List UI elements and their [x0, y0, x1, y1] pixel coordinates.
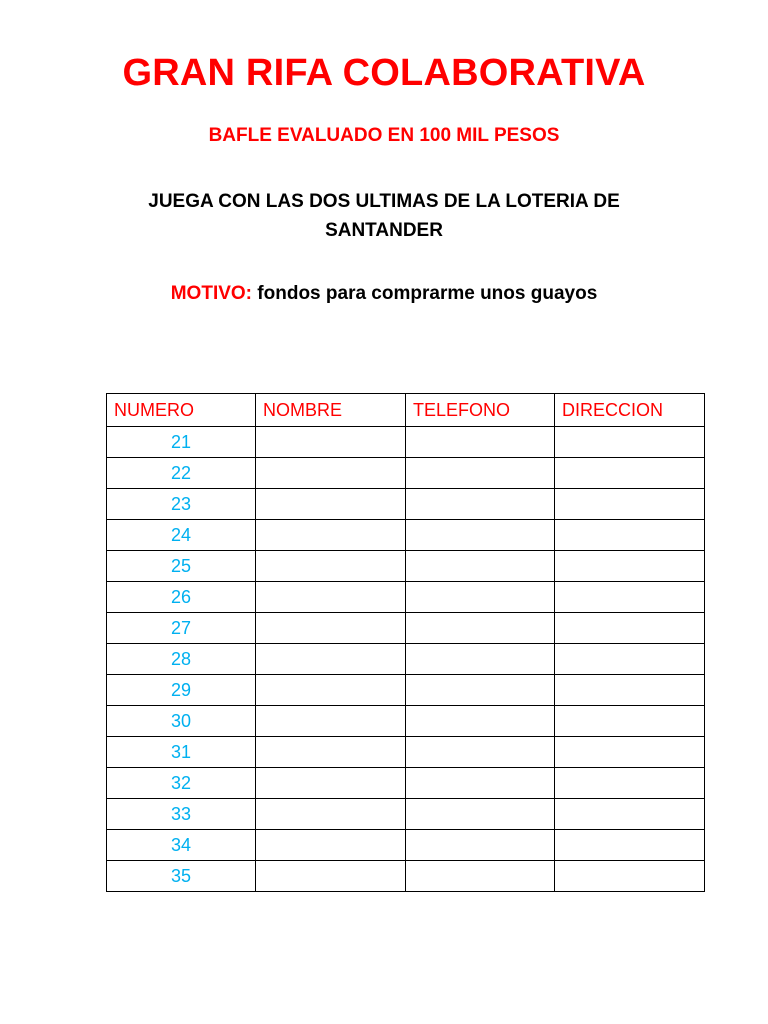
- cell-telefono: [406, 520, 555, 551]
- cell-numero: 34: [107, 830, 256, 861]
- cell-direccion: [555, 427, 705, 458]
- cell-nombre: [256, 861, 406, 892]
- motive-text: fondos para comprarme unos guayos: [257, 283, 598, 304]
- cell-telefono: [406, 861, 555, 892]
- lottery-rule: JUEGA CON LAS DOS ULTIMAS DE LA LOTERIA DE SANTANDER: [148, 191, 620, 241]
- table-body: [107, 427, 705, 892]
- cell-nombre: [256, 768, 406, 799]
- table-row: [107, 675, 705, 706]
- raffle-table: [106, 393, 705, 892]
- table-row: [107, 427, 705, 458]
- table-row: [107, 706, 705, 737]
- table-row: [107, 613, 705, 644]
- cell-numero: 24: [107, 520, 256, 551]
- table-row: [107, 582, 705, 613]
- cell-direccion: [555, 613, 705, 644]
- table-row: [107, 520, 705, 551]
- prize-subtitle: BAFLE EVALUADO EN 100 MIL PESOS: [208, 125, 560, 146]
- table-row: [107, 737, 705, 768]
- cell-nombre: [256, 799, 406, 830]
- cell-telefono: [406, 458, 555, 489]
- cell-nombre: [256, 489, 406, 520]
- column-header-numero: NUMERO: [107, 394, 256, 427]
- cell-direccion: [555, 644, 705, 675]
- cell-nombre: [256, 675, 406, 706]
- table-row: [107, 861, 705, 892]
- motive-line: [0, 283, 768, 305]
- cell-direccion: [555, 706, 705, 737]
- cell-nombre: [256, 520, 406, 551]
- cell-telefono: [406, 644, 555, 675]
- table-row: [107, 489, 705, 520]
- cell-numero: 21: [107, 427, 256, 458]
- cell-nombre: [256, 830, 406, 861]
- cell-nombre: [256, 582, 406, 613]
- table-row: [107, 551, 705, 582]
- page-title: GRAN RIFA COLABORATIVA: [122, 52, 646, 94]
- cell-direccion: [555, 768, 705, 799]
- cell-direccion: [555, 489, 705, 520]
- cell-nombre: [256, 737, 406, 768]
- cell-nombre: [256, 427, 406, 458]
- cell-numero: 33: [107, 799, 256, 830]
- table-row: [107, 644, 705, 675]
- cell-direccion: [555, 551, 705, 582]
- cell-numero: 30: [107, 706, 256, 737]
- cell-telefono: [406, 551, 555, 582]
- cell-direccion: [555, 520, 705, 551]
- cell-telefono: [406, 706, 555, 737]
- cell-direccion: [555, 675, 705, 706]
- cell-numero: 25: [107, 551, 256, 582]
- motive-label: MOTIVO:: [170, 283, 253, 304]
- cell-direccion: [555, 861, 705, 892]
- cell-numero: 26: [107, 582, 256, 613]
- cell-direccion: [555, 830, 705, 861]
- cell-telefono: [406, 675, 555, 706]
- cell-nombre: [256, 706, 406, 737]
- cell-numero: 32: [107, 768, 256, 799]
- table-row: [107, 799, 705, 830]
- table-row: [107, 768, 705, 799]
- cell-numero: 29: [107, 675, 256, 706]
- column-header-telefono: TELEFONO: [406, 394, 555, 427]
- cell-telefono: [406, 582, 555, 613]
- cell-nombre: [256, 458, 406, 489]
- cell-numero: 23: [107, 489, 256, 520]
- table-row: [107, 830, 705, 861]
- cell-nombre: [256, 644, 406, 675]
- cell-telefono: [406, 799, 555, 830]
- cell-numero: 31: [107, 737, 256, 768]
- column-header-direccion: DIRECCION: [555, 394, 705, 427]
- cell-nombre: [256, 551, 406, 582]
- cell-telefono: [406, 830, 555, 861]
- cell-telefono: [406, 613, 555, 644]
- cell-numero: 35: [107, 861, 256, 892]
- cell-direccion: [555, 582, 705, 613]
- cell-direccion: [555, 458, 705, 489]
- cell-telefono: [406, 427, 555, 458]
- cell-numero: 28: [107, 644, 256, 675]
- table-header-row: [107, 394, 705, 427]
- cell-direccion: [555, 737, 705, 768]
- cell-telefono: [406, 737, 555, 768]
- cell-telefono: [406, 768, 555, 799]
- cell-numero: 22: [107, 458, 256, 489]
- cell-direccion: [555, 799, 705, 830]
- cell-telefono: [406, 489, 555, 520]
- cell-numero: 27: [107, 613, 256, 644]
- column-header-nombre: NOMBRE: [256, 394, 406, 427]
- cell-nombre: [256, 613, 406, 644]
- table-row: [107, 458, 705, 489]
